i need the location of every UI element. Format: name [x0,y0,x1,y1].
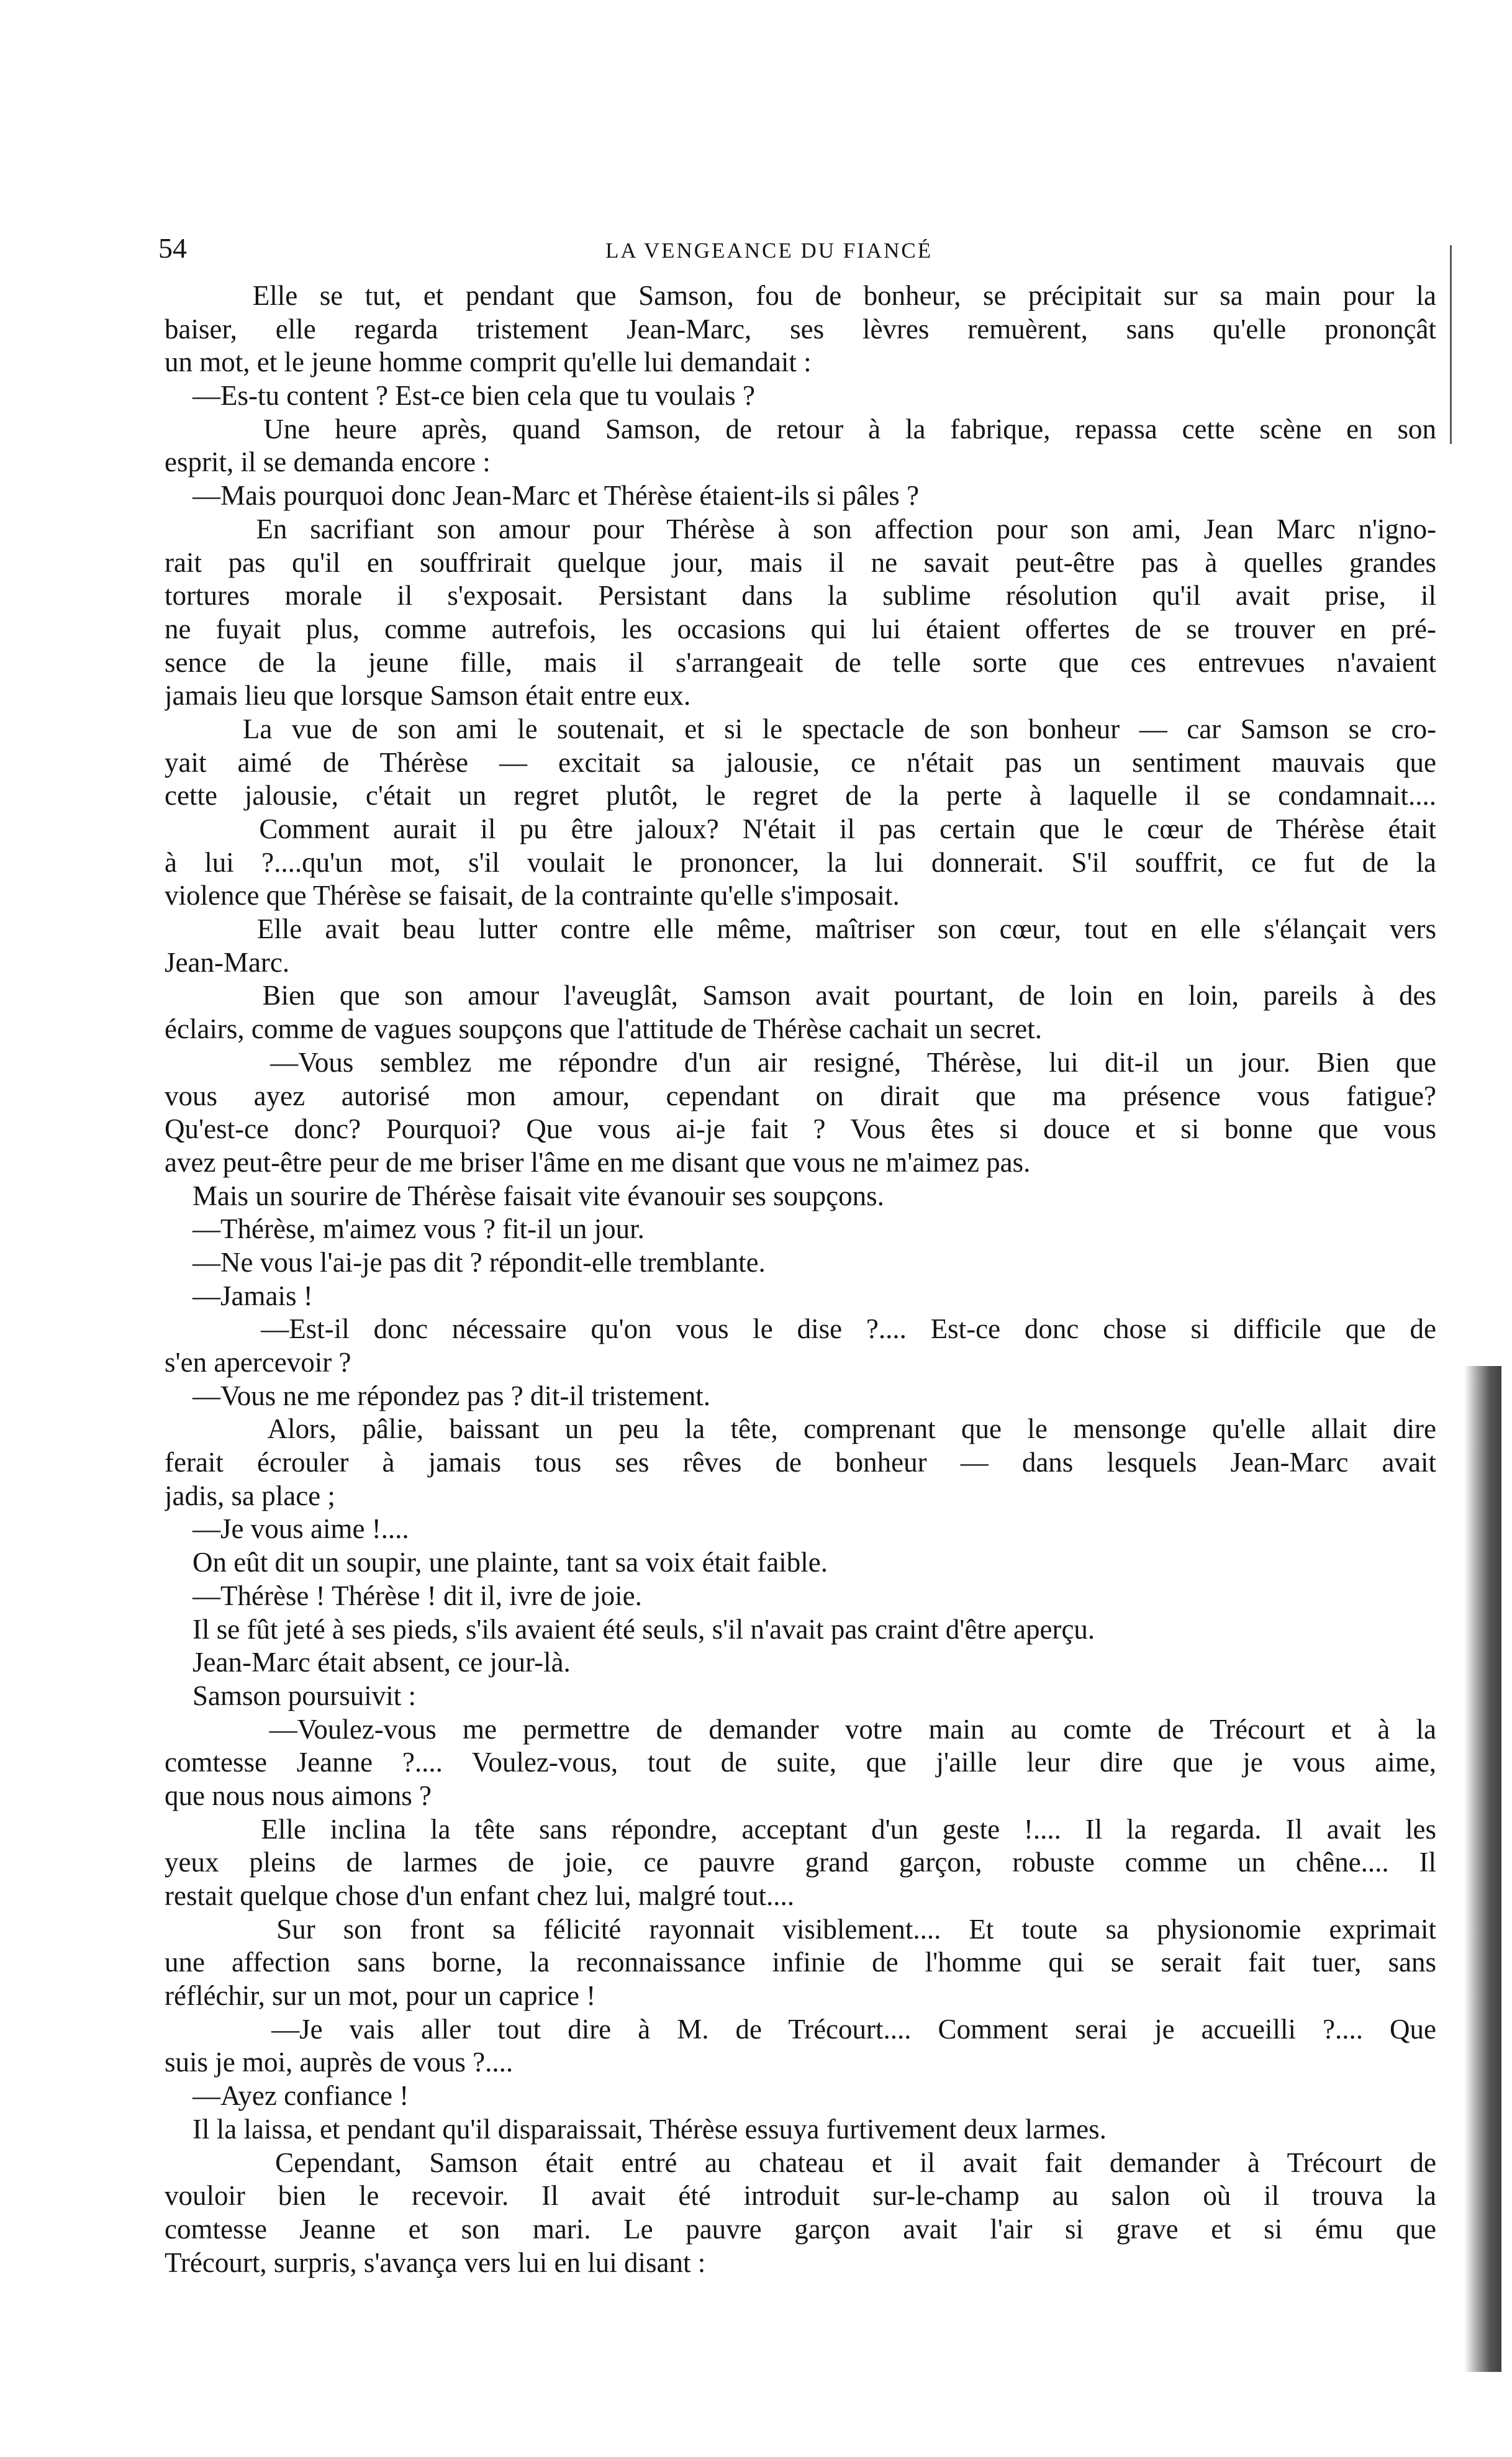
text-line: sence de la jeune fille, mais il s'arrangeait de telle sorte que ces entrevues n'avaient [165,646,1436,678]
text-line: —Ne vous l'ai-je pas dit ? répondit-elle tremblante. [165,1246,766,1278]
text-line: yait aimé de Thérèse — excitait sa jalousie, ce n'était pas un sentiment mauvais que [165,746,1436,778]
text-line: cette jalousie, c'était un regret plutôt, le regret de la perte à laquelle il se condamnait.... [165,780,1436,812]
text-line: —Voulez-vous me permettre de demander votre main au comte de Trécourt et à la [165,1713,1436,1745]
text-line: Samson poursuivit : [165,1680,417,1711]
text-line: —Est-il donc nécessaire qu'on vous le dise ?.... Est-ce donc chose si difficile que de [165,1313,1436,1345]
text-line: —Vous semblez me répondre d'un air resigné, Thérèse, lui dit-il un jour. Bien que [165,1046,1436,1078]
text-line: tortures morale il s'exposait. Persistant dans la sublime résolution qu'il avait prise, il [165,580,1436,612]
text-line: yeux pleins de larmes de joie, ce pauvre grand garçon, robuste comme un chêne.... Il [165,1847,1436,1878]
text-line: La vue de son ami le soutenait, et si le spectacle de son bonheur — car Samson se cro- [165,713,1436,744]
text-line: ferait écrouler à jamais tous ses rêves de bonheur — dans lesquels Jean-Marc avait [165,1447,1436,1478]
text-line: —Ayez confiance ! [165,2080,409,2112]
text-line: vouloir bien le recevoir. Il avait été introduit sur-le-champ au salon où il trouva la [165,2180,1436,2212]
text-line: Sur son front sa félicité rayonnait visiblement.... Et toute sa physionomie exprimait [165,1913,1436,1945]
text-line: restait quelque chose d'un enfant chez lui, malgré tout.... [165,1880,795,1911]
text-line: Bien que son amour l'aveuglât, Samson avait pourtant, de loin en loin, pareils à des [165,980,1436,1011]
margin-rule [1450,245,1452,444]
text-line: Alors, pâlie, baissant un peu la tête, comprenant que le mensonge qu'elle allait dire [165,1413,1436,1445]
page-header [158,230,1450,267]
text-line: avez peut-être peur de me briser l'âme en me disant que vous ne m'aimez pas. [165,1146,1031,1178]
text-line: En sacrifiant son amour pour Thérèse à son affection pour son ami, Jean Marc n'igno- [165,513,1436,545]
text-line: —Thérèse ! Thérèse ! dit il, ivre de joie. [165,1580,642,1611]
text-line: —Thérèse, m'aimez vous ? fit-il un jour. [165,1213,645,1245]
text-line: un mot, et le jeune homme comprit qu'elle lui demandait : [165,346,812,378]
text-line: une affection sans borne, la reconnaissance infinie de l'homme qui se serait fait tuer, sans [165,1947,1436,1978]
text-line: éclairs, comme de vagues soupçons que l'attitude de Thérèse cachait un secret. [165,1013,1042,1045]
text-line: rait pas qu'il en souffrirait quelque jour, mais il ne savait peut-être pas à quelles grandes [165,546,1436,578]
text-line: ne fuyait plus, comme autrefois, les occasions qui lui étaient offertes de se trouver en pré- [165,613,1436,645]
text-line: —Je vous aime !.... [165,1513,409,1545]
text-line: Comment aurait il pu être jaloux? N'était il pas certain que le cœur de Thérèse était [165,813,1436,844]
text-line: Mais un sourire de Thérèse faisait vite évanouir ses soupçons. [165,1180,884,1211]
text-line: comtesse Jeanne ?.... Voulez-vous, tout de suite, que j'aille leur dire que je vous aime, [165,1747,1436,1778]
text-line: suis je moi, auprès de vous ?.... [165,2047,514,2078]
text-line: Elle se tut, et pendant que Samson, fou de bonheur, se précipitait sur sa main pour la [165,280,1436,311]
text-line: —Es-tu content ? Est-ce bien cela que tu voulais ? [165,380,755,412]
text-line: Qu'est-ce donc? Pourquoi? Que vous ai-je fait ? Vous êtes si douce et si bonne que vous [165,1113,1436,1145]
text-line: —Vous ne me répondez pas ? dit-il tristement. [165,1380,710,1411]
text-line: vous ayez autorisé mon amour, cependant on dirait que ma présence vous fatigue? [165,1080,1436,1111]
text-line: Il se fût jeté à ses pieds, s'ils avaient été seuls, s'il n'avait pas craint d'être aperçu. [165,1613,1095,1645]
text-line: —Je vais aller tout dire à M. de Trécourt.... Comment serai je accueilli ?.... Que [165,2013,1436,2045]
text-line: Trécourt, surpris, s'avança vers lui en lui disant : [165,2247,706,2278]
text-line: comtesse Jeanne et son mari. Le pauvre garçon avait l'air si grave et si ému que [165,2213,1436,2245]
text-line: Cependant, Samson était entré au chateau et il avait fait demander à Trécourt de [165,2147,1436,2178]
text-line: s'en apercevoir ? [165,1347,351,1378]
text-line: Une heure après, quand Samson, de retour à la fabrique, repassa cette scène en son [165,413,1436,445]
text-line: Elle inclina la tête sans répondre, acceptant d'un geste !.... Il la regarda. Il avait les [165,1813,1436,1845]
text-line: que nous nous aimons ? [165,1780,432,1811]
text-line: —Mais pourquoi donc Jean-Marc et Thérèse étaient-ils si pâles ? [165,480,920,512]
text-line: réfléchir, sur un mot, pour un caprice ! [165,1980,596,2012]
text-line: esprit, il se demanda encore : [165,446,491,478]
text-line: violence que Thérèse se faisait, de la contrainte qu'elle s'imposait. [165,880,900,912]
text-line: —Jamais ! [165,1280,313,1311]
running-title: LA VENGEANCE DU FIANCÉ [605,238,933,263]
text-line: jamais lieu que lorsque Samson était entre eux. [165,680,691,712]
text-line: à lui ?....qu'un mot, s'il voulait le prononcer, la lui donnerait. S'il souffrit, ce fut de la [165,846,1436,878]
text-line: On eût dit un soupir, une plainte, tant sa voix était faible. [165,1547,828,1578]
text-line: Elle avait beau lutter contre elle même, maîtriser son cœur, tout en elle s'élançait vers [165,913,1436,945]
scan-edge-shadow [1464,1366,1501,2372]
text-line: Jean-Marc. [165,946,290,978]
body-text [165,279,1436,2279]
text-line: Il la laissa, et pendant qu'il disparaissait, Thérèse essuya furtivement deux larmes. [165,2113,1107,2145]
text-line: jadis, sa place ; [165,1480,335,1511]
page-number: 54 [158,232,187,264]
text-line: Jean-Marc était absent, ce jour-là. [165,1647,571,1678]
text-line: baiser, elle regarda tristement Jean-Marc, ses lèvres remuèrent, sans qu'elle prononçât [165,313,1436,345]
